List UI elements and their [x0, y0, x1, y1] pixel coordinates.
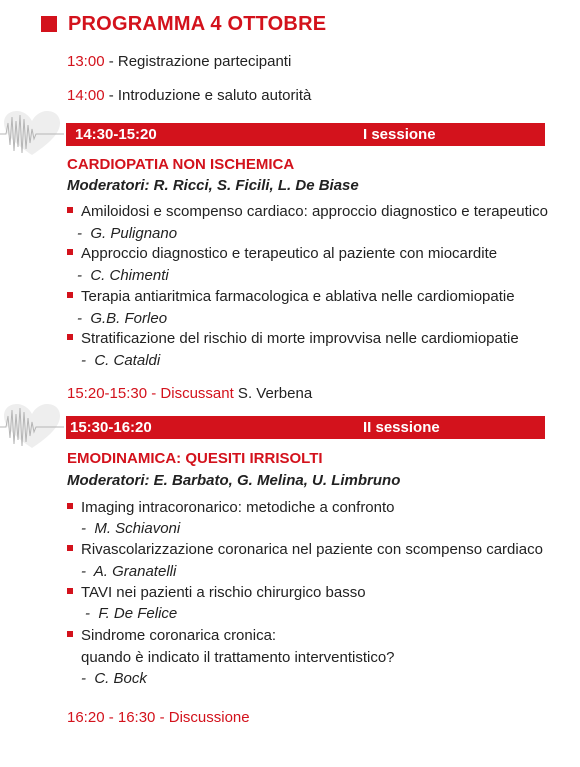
- speaker-name: C. Cataldi: [94, 352, 161, 369]
- list-item: [67, 288, 515, 305]
- speaker: - C. Chimenti: [77, 267, 169, 284]
- list-item: [67, 245, 497, 262]
- bullet-square-icon: [67, 207, 73, 213]
- session-1-title: CARDIOPATIA NON ISCHEMICA: [67, 156, 295, 173]
- session-2-moderators: Moderatori: E. Barbato, G. Melina, U. Limbruno: [67, 472, 401, 489]
- speaker-name: C. Chimenti: [90, 267, 169, 284]
- intro-text: - Introduzione e saluto autorità: [104, 87, 312, 104]
- session-label: II sessione: [363, 419, 440, 436]
- topic: Imaging intracoronarico: metodiche a confronto: [81, 499, 395, 516]
- discussant-line: [67, 385, 312, 402]
- intro-time: 14:00: [67, 87, 105, 104]
- topic: Approccio diagnostico e terapeutico al paziente con miocardite: [81, 245, 498, 262]
- session-time: 15:30-16:20: [70, 419, 152, 436]
- bullet-square-icon: [67, 588, 73, 594]
- page-header: [41, 12, 326, 36]
- speaker: - G. Pulignano: [77, 225, 178, 242]
- discussant-label: 15:20-15:30 - Discussant: [67, 385, 234, 402]
- session-1-moderators: Moderatori: R. Ricci, S. Ficili, L. De Biase: [67, 177, 359, 194]
- bullet-square-icon: [67, 249, 73, 255]
- intro-text: - Registrazione partecipanti: [104, 53, 292, 70]
- list-item: [67, 203, 548, 220]
- list-item: [67, 627, 276, 644]
- heartbeat-heart-icon: [0, 402, 64, 452]
- session-label: I sessione: [363, 126, 436, 143]
- speaker: - C. Cataldi: [81, 352, 161, 369]
- list-item: [67, 541, 543, 558]
- session-1-bar: [66, 123, 545, 146]
- session-2-title: EMODINAMICA: QUESITI IRRISOLTI: [67, 450, 323, 467]
- speaker-name: C. Bock: [94, 670, 147, 687]
- speaker: - M. Schiavoni: [81, 520, 181, 537]
- heartbeat-heart-icon: [0, 109, 64, 159]
- speaker-name: G. Pulignano: [90, 225, 178, 242]
- list-item: [67, 499, 395, 516]
- page-title: PROGRAMMA 4 OTTOBRE: [68, 12, 327, 35]
- topic: Stratificazione del rischio di morte improvvisa nelle cardiomiopatie: [81, 330, 519, 347]
- speaker: - C. Bock: [81, 670, 147, 687]
- speaker-name: M. Schiavoni: [94, 520, 181, 537]
- bullet-square-icon: [67, 503, 73, 509]
- topic: Rivascolarizzazione coronarica nel paziente con scompenso cardiaco: [81, 541, 543, 558]
- speaker: - F. De Felice: [85, 605, 178, 622]
- speaker-name: A. Granatelli: [93, 563, 177, 580]
- speaker: - G.B. Forleo: [77, 310, 168, 327]
- closing-discussion: 16:20 - 16:30 - Discussione: [67, 709, 250, 726]
- list-item: [67, 330, 519, 347]
- speaker: - A. Granatelli: [81, 563, 177, 580]
- session-2-bar: [66, 416, 545, 439]
- speaker-name: F. De Felice: [98, 605, 178, 622]
- topic: Amiloidosi e scompenso cardiaco: approccio diagnostico e terapeutico: [81, 203, 548, 220]
- intro-line-registration: [67, 53, 291, 70]
- topic: Sindrome coronarica cronica:: [81, 627, 277, 644]
- topic: Terapia antiaritmica farmacologica e ablativa nelle cardiomiopatie: [81, 288, 515, 305]
- intro-time: 13:00: [67, 53, 105, 70]
- list-item: [67, 584, 366, 601]
- session-time: 14:30-15:20: [75, 126, 157, 143]
- bullet-square-icon: [67, 292, 73, 298]
- bullet-square-icon: [67, 545, 73, 551]
- title-square-icon: [41, 16, 57, 32]
- bullet-square-icon: [67, 631, 73, 637]
- topic-continuation: quando è indicato il trattamento interventistico?: [81, 649, 395, 666]
- topic: TAVI nei pazienti a rischio chirurgico basso: [81, 584, 366, 601]
- intro-line-welcome: [67, 87, 311, 104]
- bullet-square-icon: [67, 334, 73, 340]
- discussant-name: S. Verbena: [233, 385, 313, 402]
- speaker-name: G.B. Forleo: [90, 310, 168, 327]
